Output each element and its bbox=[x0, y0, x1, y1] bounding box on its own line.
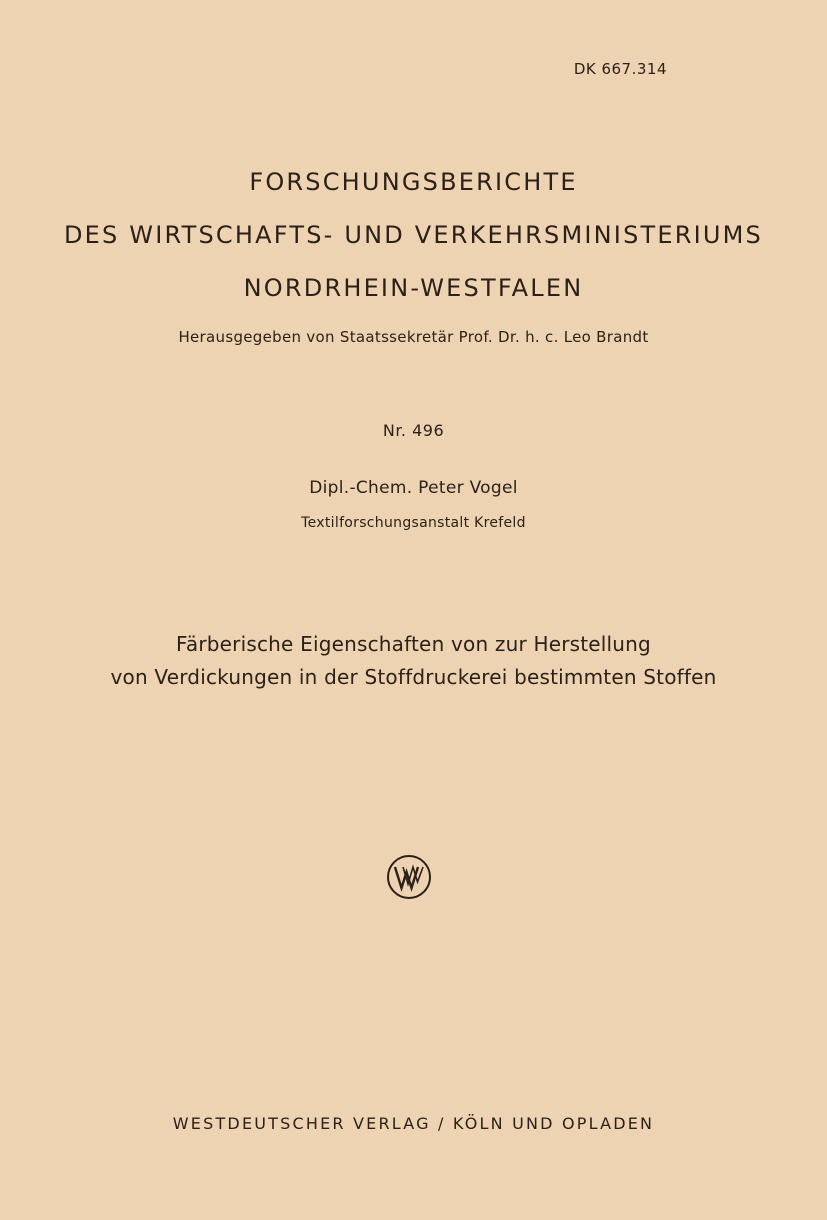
report-title bbox=[0, 628, 827, 694]
author-institution: Textilforschungsanstalt Krefeld bbox=[301, 515, 526, 531]
series-line-3: NORDRHEIN-WESTFALEN bbox=[243, 274, 584, 302]
series-line-2: DES WIRTSCHAFTS- UND VERKEHRSMINISTERIUMS bbox=[63, 221, 763, 249]
classification-code: DK 667.314 bbox=[573, 60, 667, 78]
title-line-2: von Verdickungen in der Stoffdruckerei bestimmten Stoffen bbox=[110, 665, 717, 689]
wv-circle-logo-icon bbox=[386, 854, 432, 900]
editor-line: Herausgegeben von Staatssekretär Prof. Dr. h. c. Leo Brandt bbox=[178, 328, 649, 346]
title-line-1: Färberische Eigenschaften von zur Herstellung bbox=[176, 632, 651, 656]
report-number: Nr. 496 bbox=[382, 421, 445, 440]
series-line-1: FORSCHUNGSBERICHTE bbox=[249, 168, 578, 196]
author-name: Dipl.-Chem. Peter Vogel bbox=[309, 478, 518, 498]
publisher-line: WESTDEUTSCHER VERLAG / KÖLN UND OPLADEN bbox=[172, 1114, 655, 1133]
series-heading bbox=[0, 156, 827, 315]
